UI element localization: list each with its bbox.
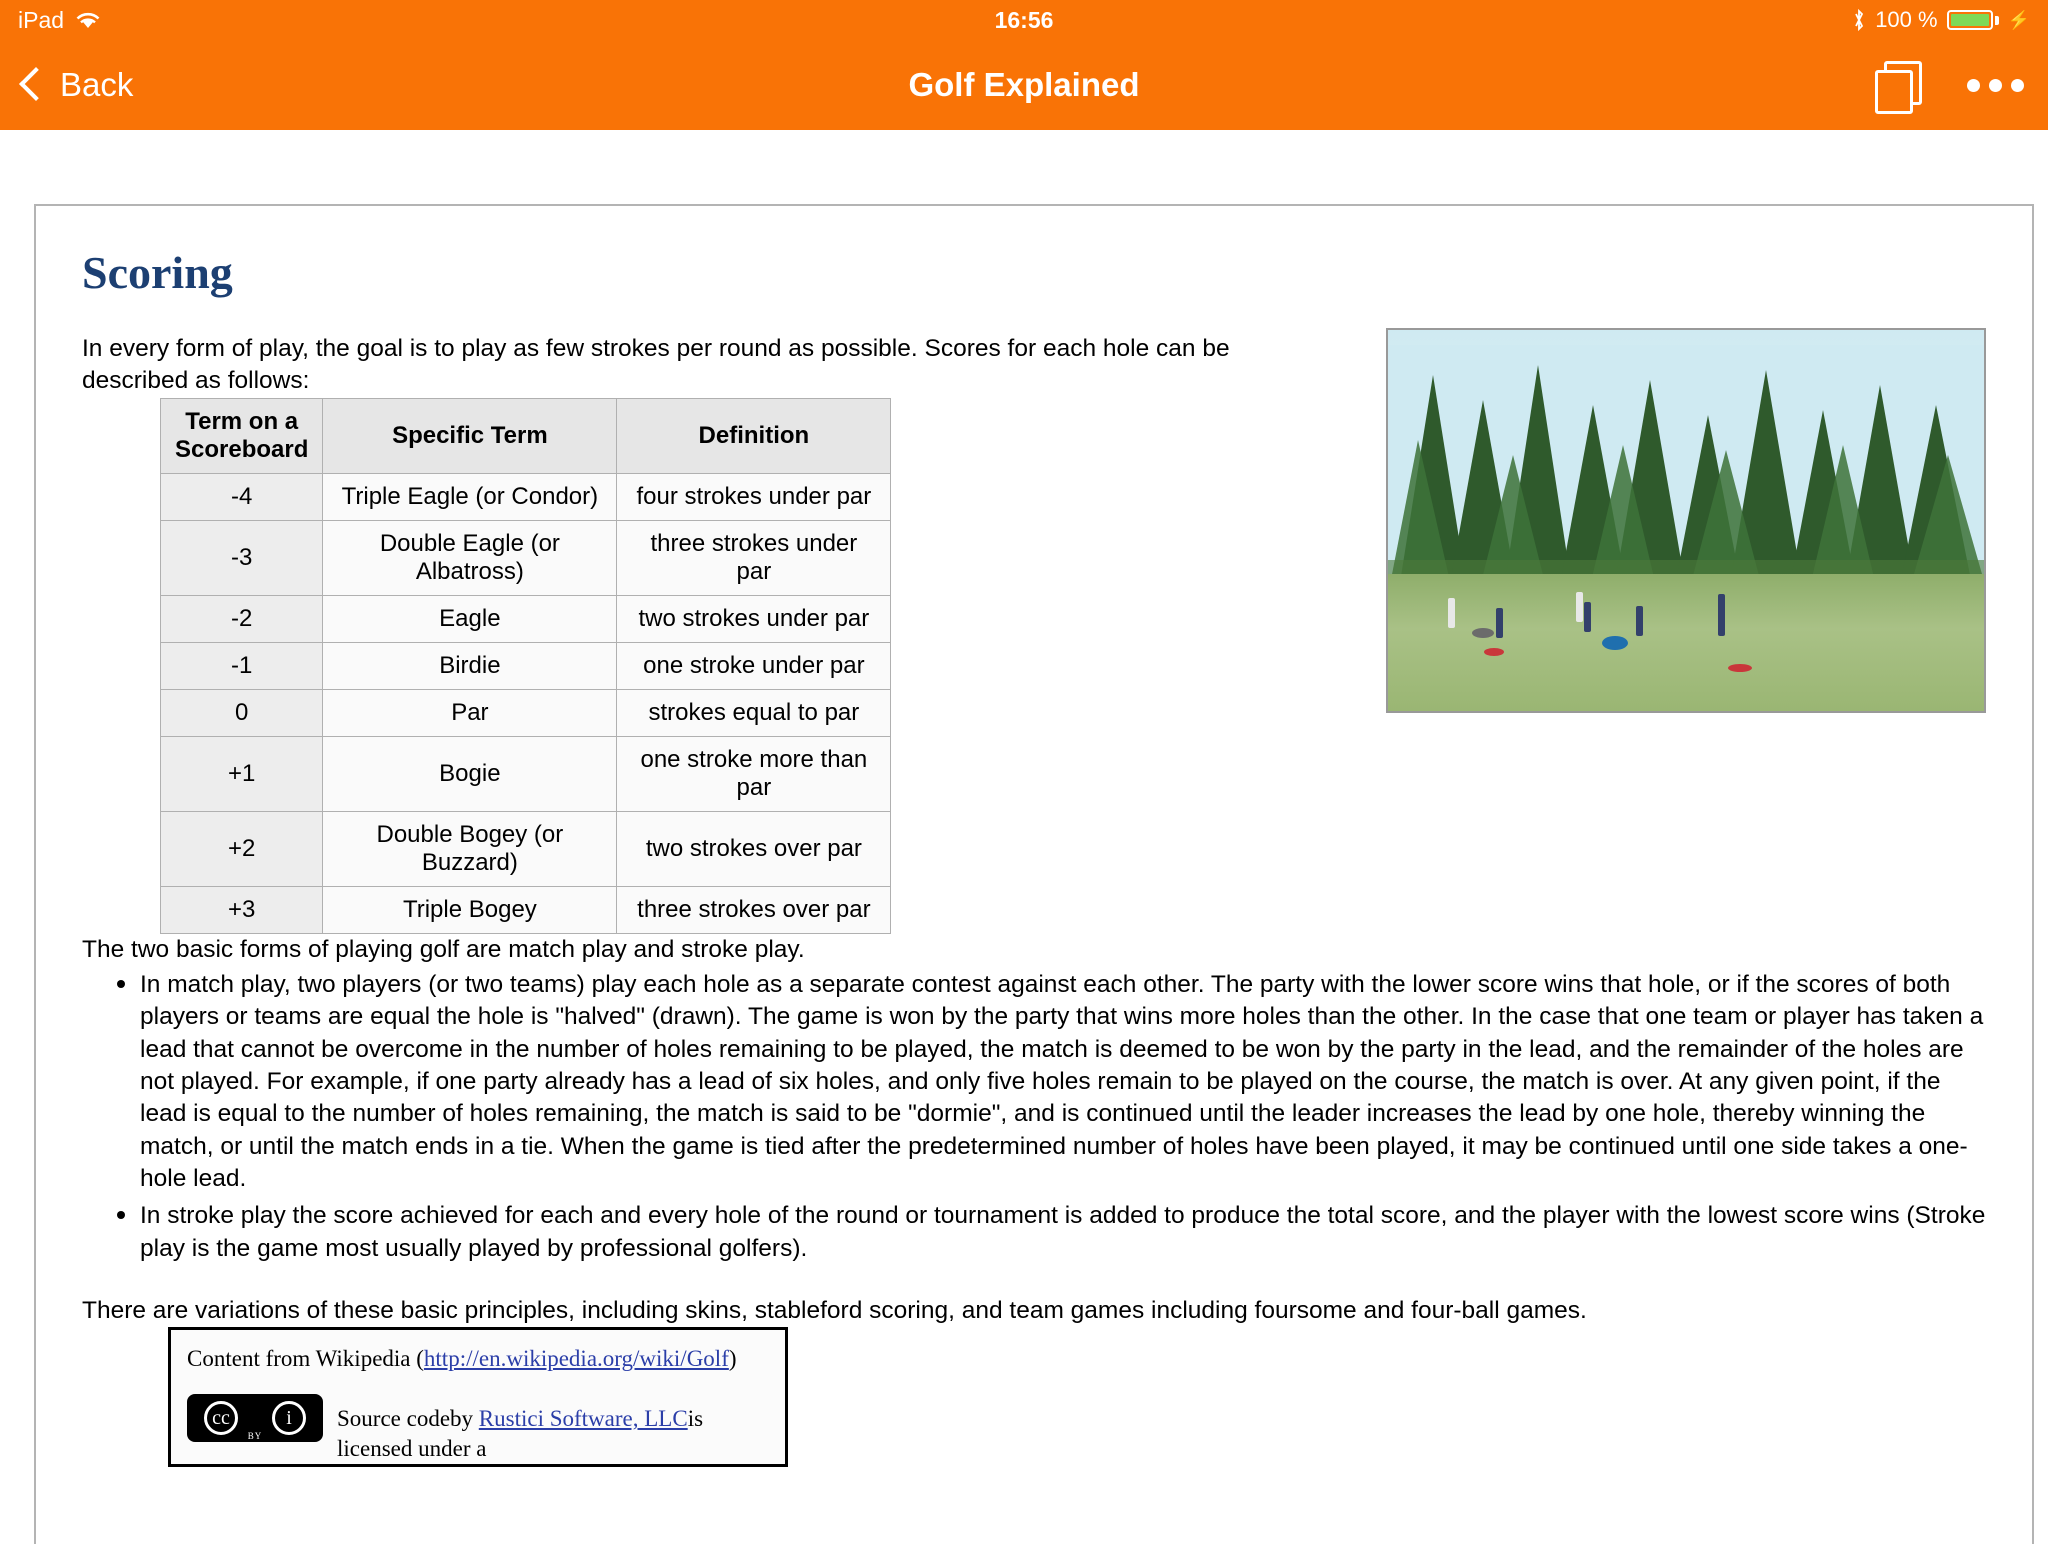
column-header-definition: Definition bbox=[617, 398, 891, 473]
attribution-source-line bbox=[187, 1346, 769, 1372]
cell-specific: Triple Bogey bbox=[323, 886, 617, 933]
column-header-specific: Specific Term bbox=[323, 398, 617, 473]
cell-term: +1 bbox=[161, 736, 323, 811]
cc-person-icon: i bbox=[272, 1401, 306, 1435]
column-header-term: Term on a Scoreboard bbox=[161, 398, 323, 473]
attribution-suffix: ) bbox=[728, 1346, 737, 1372]
variations-paragraph: There are variations of these basic principles, including skins, stableford scoring, and team games including foursome and four-ball games. bbox=[82, 1296, 1587, 1324]
table-row bbox=[161, 736, 891, 811]
navigation-bar bbox=[0, 40, 2048, 130]
back-button[interactable] bbox=[24, 66, 133, 104]
more-options-icon[interactable] bbox=[1967, 79, 2024, 92]
back-button-label: Back bbox=[60, 66, 134, 103]
rustici-link[interactable]: Rustici Software, LLC bbox=[478, 1406, 688, 1432]
cell-definition: strokes equal to par bbox=[617, 689, 891, 736]
creative-commons-by-icon[interactable] bbox=[187, 1394, 323, 1442]
cell-term: -4 bbox=[161, 473, 323, 520]
forms-of-play-paragraph: The two basic forms of playing golf are match play and stroke play. bbox=[82, 935, 805, 963]
cell-term: -3 bbox=[161, 520, 323, 595]
list-item: • In match play, two players (or two teams) play each hole as a separate contest against each other. The party with the lower score wins that hole, or if the scores of both players or teams are equal the hole is "halved" (drawn). The game is won by the party that wins more holes than the other. In the case that one team or player has taken a lead that cannot be overcome in the number of holes remaining to be played, the match is deemed to be won by the party in the lead, and the remainder of the holes are not played. For example, if one party already has a lead of six holes, and only five holes remain to be played on the course, the match is over. At any given point, if the lead is equal to the number of holes remaining, the match is said to be "dormie", and is continued until the leader increases the lead by one hole, thereby winning the match, or until the match ends in a tie. When the game is tied after the predetermined number of holes have been played, it may be continued until one side takes a one-hole lead. bbox=[140, 966, 1986, 1195]
table-row bbox=[161, 689, 891, 736]
bluetooth-icon bbox=[1852, 8, 1866, 32]
wifi-icon bbox=[74, 10, 102, 30]
cell-specific: Birdie bbox=[323, 642, 617, 689]
cell-definition: four strokes under par bbox=[617, 473, 891, 520]
cell-definition: three strokes under par bbox=[617, 520, 891, 595]
cell-specific: Eagle bbox=[323, 595, 617, 642]
attribution-license-row bbox=[187, 1394, 769, 1464]
table-row bbox=[161, 595, 891, 642]
license-suffix: is licensed under a bbox=[337, 1406, 704, 1462]
section-heading: Scoring bbox=[82, 247, 233, 298]
license-prefix: Source codeby bbox=[337, 1406, 479, 1432]
charging-bolt-icon: ⚡ bbox=[2007, 9, 2030, 30]
status-bar bbox=[0, 0, 2048, 40]
wikipedia-link[interactable]: http://en.wikipedia.org/wiki/Golf bbox=[423, 1346, 729, 1372]
cc-circle-icon: cc bbox=[204, 1401, 238, 1435]
cell-definition: three strokes over par bbox=[617, 886, 891, 933]
scoring-table bbox=[160, 398, 891, 934]
play-types-list bbox=[82, 966, 1986, 1265]
status-bar-left bbox=[18, 7, 102, 34]
device-label: iPad bbox=[18, 6, 65, 33]
golf-course-photo bbox=[1386, 328, 1986, 713]
cell-specific: Bogie bbox=[323, 736, 617, 811]
chevron-left-icon bbox=[19, 67, 53, 101]
content-area bbox=[0, 130, 2048, 1536]
table-header-row bbox=[161, 398, 891, 473]
cell-term: +2 bbox=[161, 811, 323, 886]
list-item: • In stroke play the score achieved for each and every hole of the round or tournament is added to produce the total score, and the player with the lowest score wins (Stroke play is the game most usually played by professional golfers). bbox=[140, 1197, 1986, 1265]
attribution-license-text bbox=[337, 1394, 769, 1464]
cell-definition: two strokes over par bbox=[617, 811, 891, 886]
cell-definition: one stroke more than par bbox=[617, 736, 891, 811]
cell-term: -1 bbox=[161, 642, 323, 689]
cell-term: -2 bbox=[161, 595, 323, 642]
attribution-box bbox=[168, 1327, 788, 1467]
page-title: Golf Explained bbox=[908, 66, 1140, 103]
cell-term: +3 bbox=[161, 886, 323, 933]
cell-specific: Double Bogey (or Buzzard) bbox=[323, 811, 617, 886]
copy-pages-icon[interactable] bbox=[1875, 61, 1917, 109]
table-row bbox=[161, 886, 891, 933]
document-body bbox=[36, 206, 2032, 1467]
cell-specific: Triple Eagle (or Condor) bbox=[323, 473, 617, 520]
cell-specific: Double Eagle (or Albatross) bbox=[323, 520, 617, 595]
table-row bbox=[161, 473, 891, 520]
status-bar-time: 16:56 bbox=[994, 6, 1054, 33]
battery-full-icon bbox=[1947, 10, 1999, 30]
intro-paragraph: In every form of play, the goal is to play as few strokes per round as possible. Scores for each hole can be described as follows: bbox=[82, 335, 1230, 395]
attribution-prefix: Content from Wikipedia ( bbox=[187, 1346, 424, 1372]
cell-specific: Par bbox=[323, 689, 617, 736]
battery-percent-label: 100 % bbox=[1875, 7, 1938, 32]
cell-definition: one stroke under par bbox=[617, 642, 891, 689]
table-row bbox=[161, 642, 891, 689]
cell-term: 0 bbox=[161, 689, 323, 736]
cell-definition: two strokes under par bbox=[617, 595, 891, 642]
table-row bbox=[161, 811, 891, 886]
status-bar-right bbox=[1852, 7, 2030, 33]
navigation-actions bbox=[1875, 61, 2024, 109]
table-row bbox=[161, 520, 891, 595]
cc-by-label: BY bbox=[247, 1431, 263, 1442]
document-frame[interactable] bbox=[34, 204, 2034, 1544]
